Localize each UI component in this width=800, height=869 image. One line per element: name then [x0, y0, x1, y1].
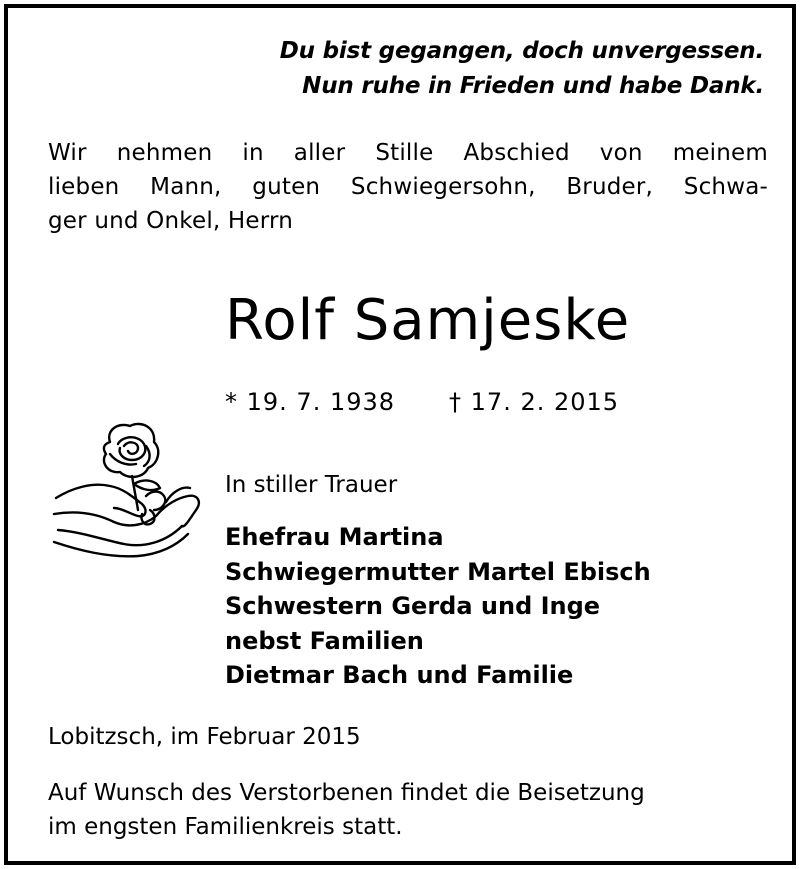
mourners-list: [225, 520, 651, 693]
burial-note-line-1: Auf Wunsch des Verstorbenen findet die Beisetzung: [48, 780, 645, 806]
death-date: † 17. 2. 2015: [449, 388, 620, 416]
place-and-date: Lobitzsch, im Februar 2015: [48, 724, 361, 750]
mourner-entry: Schwestern Gerda und Inge: [225, 592, 601, 620]
mourner-entry: Schwiegermutter Martel Ebisch: [225, 557, 651, 586]
mourner-entry: Ehefrau Martina: [225, 523, 444, 551]
mourner-entry: Dietmar Bach und Familie: [225, 661, 574, 689]
intro-line-1: Wir nehmen in aller Stille Abschied von meinem: [48, 140, 768, 166]
motto-line-1: Du bist gegangen, doch unvergessen.: [279, 38, 764, 64]
deceased-name: Rolf Samjeske: [225, 288, 631, 353]
intro-line-3: ger und Onkel, Herrn: [48, 208, 294, 234]
rose-in-hands-icon: [48, 418, 218, 558]
birth-date: * 19. 7. 1938: [225, 388, 396, 416]
motto-line-2: Nun ruhe in Frieden und habe Dank.: [302, 73, 764, 99]
mourning-heading: In stiller Trauer: [225, 472, 398, 498]
burial-note-line-2: im engsten Familienkreis statt.: [48, 814, 403, 840]
mourner-entry: nebst Familien: [225, 626, 424, 655]
intro-paragraph: [48, 136, 768, 238]
life-dates: [225, 388, 619, 416]
motto-verse: [280, 34, 764, 104]
obituary-frame: [4, 4, 796, 865]
burial-note: [48, 776, 645, 844]
intro-line-2: lieben Mann, guten Schwiegersohn, Bruder, Schwa-: [48, 174, 768, 200]
